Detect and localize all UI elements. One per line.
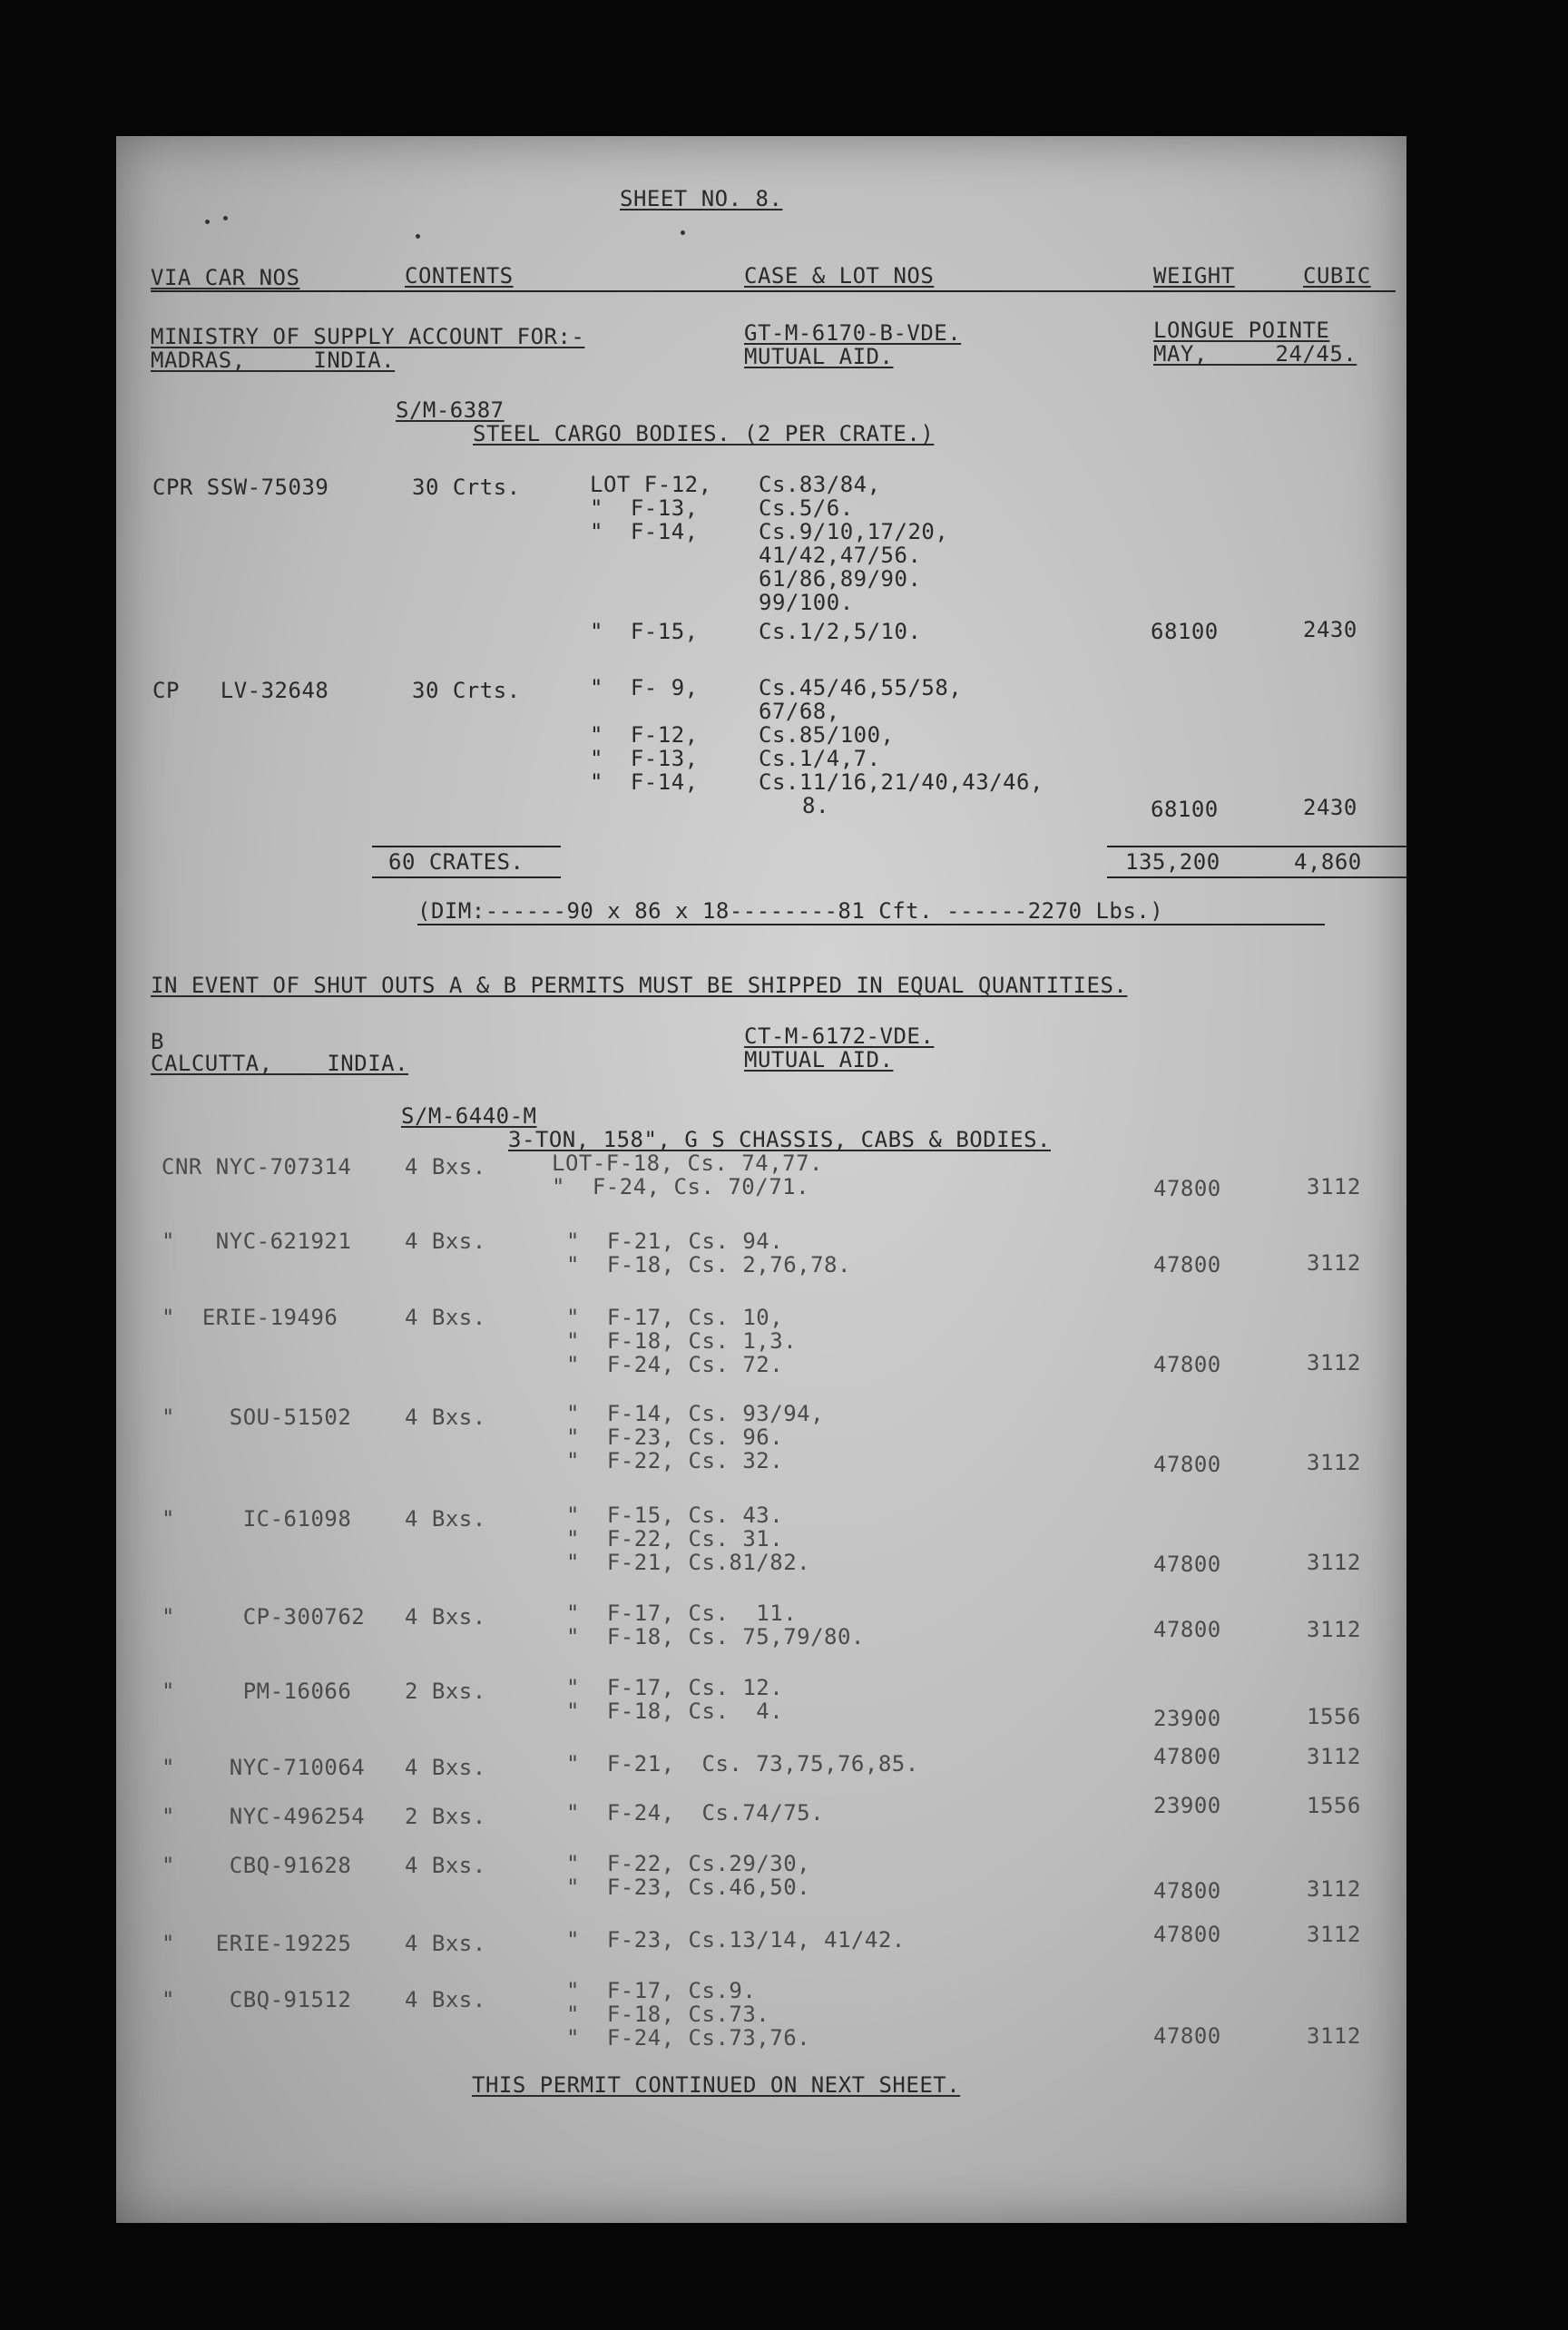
lot-case-line: " F-17, Cs.9. — [566, 1978, 757, 2003]
cubic-value: 2430 — [1303, 617, 1357, 642]
account-line-1: MINISTRY OF SUPPLY ACCOUNT FOR:- — [151, 324, 585, 349]
car-number: CPR SSW-75039 — [152, 475, 329, 500]
header-contents: CONTENTS — [405, 263, 514, 289]
sm-number-b: S/M-6440-M — [401, 1103, 537, 1129]
car-number: " ERIE-19496 — [162, 1305, 338, 1330]
total-rule-top — [372, 846, 561, 847]
cubic-value: 2430 — [1303, 795, 1357, 820]
lot-line: " F-15, — [590, 619, 699, 644]
lot-case-line: " F-18, Cs. 1,3. — [566, 1328, 798, 1354]
permit-b-line-2: MUTUAL AID. — [744, 1047, 894, 1072]
lot-case-line: " F-24, Cs. 72. — [566, 1352, 784, 1377]
weight-value: 47800 — [1153, 2023, 1221, 2049]
car-number: " IC-61098 — [162, 1506, 352, 1532]
weight-value: 47800 — [1153, 1352, 1221, 1377]
car-number: " SOU-51502 — [162, 1405, 352, 1430]
lot-line: " F- 9, — [590, 675, 699, 700]
lot-line: LOT F-12, — [590, 472, 712, 497]
weight-value: 47800 — [1153, 1617, 1221, 1642]
cubic-value: 3112 — [1307, 1922, 1361, 1947]
header-via-car-nos: VIA CAR NOS — [151, 265, 300, 290]
weight-value: 68100 — [1151, 619, 1219, 644]
header-case-lot-nos: CASE & LOT NOS — [744, 263, 935, 289]
lot-case-line: " F-21, Cs. 94. — [566, 1229, 784, 1254]
weight-value: 68100 — [1151, 797, 1219, 822]
box-count: 4 Bxs. — [405, 1931, 486, 1956]
lot-case-line: " F-17, Cs. 10, — [566, 1305, 784, 1330]
car-number: " CBQ-91512 — [162, 1987, 352, 2012]
sheet-title: SHEET NO. 8. — [620, 186, 783, 211]
total-weight: 135,200 — [1125, 849, 1220, 875]
case-line: Cs.9/10,17/20, — [759, 519, 949, 544]
section-marker: B — [151, 1029, 164, 1054]
box-count: 4 Bxs. — [405, 1853, 486, 1878]
case-line: Cs.45/46,55/58, — [759, 675, 963, 700]
header-rule — [151, 290, 1396, 292]
car-number: CP LV-32648 — [152, 678, 329, 703]
lot-case-line: " F-15, Cs. 43. — [566, 1503, 784, 1528]
cubic-value: 3112 — [1307, 1617, 1361, 1642]
box-count: 4 Bxs. — [405, 1154, 486, 1180]
cubic-value: 3112 — [1307, 1876, 1361, 1902]
lot-case-line: " F-21, Cs. 73,75,76,85. — [566, 1751, 919, 1777]
weight-value: 47800 — [1153, 1922, 1221, 1947]
permit-a-line-2: MUTUAL AID. — [744, 344, 894, 369]
lot-case-line: LOT-F-18, Cs. 74,77. — [552, 1150, 823, 1176]
car-number: " NYC-710064 — [162, 1755, 366, 1780]
total-rule-top-right — [1107, 846, 1406, 847]
total-rule-bottom-right — [1107, 876, 1406, 878]
permit-a-line-1: GT-M-6170-B-VDE. — [744, 320, 962, 346]
cubic-value: 3112 — [1307, 1450, 1361, 1475]
ink-speck — [416, 234, 420, 239]
lot-case-line: " F-17, Cs. 11. — [566, 1601, 798, 1626]
sm-number-a: S/M-6387 — [396, 397, 505, 423]
lot-line: " F-13, — [590, 495, 699, 521]
lot-case-line: " F-18, Cs. 2,76,78. — [566, 1252, 851, 1278]
weight-value: 47800 — [1153, 1878, 1221, 1904]
lot-case-line: " F-18, Cs. 75,79/80. — [566, 1624, 865, 1650]
box-count: 4 Bxs. — [405, 1755, 486, 1780]
contents-count: 30 Crts. — [412, 475, 521, 500]
cubic-value: 3112 — [1307, 1350, 1361, 1375]
cubic-value: 3112 — [1307, 1174, 1361, 1199]
lot-case-line: " F-22, Cs.29/30, — [566, 1851, 811, 1876]
case-line: 61/86,89/90. — [759, 566, 922, 592]
cubic-value: 3112 — [1307, 1550, 1361, 1575]
ink-speck — [681, 230, 685, 235]
weight-value: 47800 — [1153, 1252, 1221, 1278]
box-count: 2 Bxs. — [405, 1804, 486, 1829]
lot-case-line: " F-24, Cs. 70/71. — [552, 1174, 810, 1199]
case-line: 8. — [802, 793, 829, 818]
weight-value: 47800 — [1153, 1452, 1221, 1477]
lot-line: " F-12, — [590, 722, 699, 748]
lot-case-line: " F-23, Cs.13/14, 41/42. — [566, 1927, 906, 1953]
dimensions-line: (DIM:------90 x 86 x 18--------81 Cft. ------2270 Lbs.) — [417, 898, 1164, 924]
lot-case-line: " F-17, Cs. 12. — [566, 1675, 784, 1700]
lot-case-line: " F-22, Cs. 32. — [566, 1448, 784, 1473]
weight-value: 47800 — [1153, 1744, 1221, 1769]
lot-line: " F-14, — [590, 769, 699, 795]
box-count: 2 Bxs. — [405, 1679, 486, 1704]
weight-value: 47800 — [1153, 1552, 1221, 1577]
case-line: Cs.83/84, — [759, 472, 881, 497]
dimensions-rule — [417, 924, 1325, 925]
shutout-note: IN EVENT OF SHUT OUTS A & B PERMITS MUST BE SHIPPED IN EQUAL QUANTITIES. — [151, 973, 1128, 998]
total-rule-bottom — [372, 876, 561, 878]
total-crates: 60 CRATES. — [388, 849, 524, 875]
box-count: 4 Bxs. — [405, 1506, 486, 1532]
account-line-2: MADRAS, INDIA. — [151, 348, 396, 373]
destination-line-2: MAY, 24/45. — [1153, 341, 1357, 367]
case-line: 99/100. — [759, 590, 854, 615]
lot-case-line: " F-14, Cs. 93/94, — [566, 1401, 825, 1426]
car-number: " CP-300762 — [162, 1604, 366, 1630]
box-count: 4 Bxs. — [405, 1305, 486, 1330]
lot-case-line: " F-22, Cs. 31. — [566, 1526, 784, 1552]
case-line: 67/68, — [759, 699, 840, 724]
cubic-value: 3112 — [1307, 1250, 1361, 1276]
case-line: Cs.5/6. — [759, 495, 854, 521]
account-calcutta: CALCUTTA, INDIA. — [151, 1051, 409, 1076]
permit-b-line-1: CT-M-6172-VDE. — [744, 1023, 935, 1049]
lot-case-line: " F-23, Cs.46,50. — [566, 1875, 811, 1900]
weight-value: 23900 — [1153, 1793, 1221, 1818]
lot-line: " F-13, — [590, 746, 699, 771]
cubic-value: 1556 — [1307, 1793, 1361, 1818]
lot-case-line: " F-24, Cs.74/75. — [566, 1800, 825, 1826]
car-number: CNR NYC-707314 — [162, 1154, 352, 1180]
lot-case-line: " F-23, Cs. 96. — [566, 1424, 784, 1450]
lot-case-line: " F-18, Cs.73. — [566, 2002, 770, 2027]
car-number: " NYC-621921 — [162, 1229, 352, 1254]
case-line: Cs.11/16,21/40,43/46, — [759, 769, 1044, 795]
case-line: 41/42,47/56. — [759, 543, 922, 568]
header-weight: WEIGHT — [1153, 263, 1235, 289]
total-cubic: 4,860 — [1294, 849, 1362, 875]
box-count: 4 Bxs. — [405, 1987, 486, 2012]
lot-case-line: " F-24, Cs.73,76. — [566, 2025, 811, 2051]
ink-speck — [205, 220, 210, 224]
continued-note: THIS PERMIT CONTINUED ON NEXT SHEET. — [472, 2072, 961, 2098]
case-line: Cs.85/100, — [759, 722, 895, 748]
cubic-value: 1556 — [1307, 1704, 1361, 1729]
box-count: 4 Bxs. — [405, 1604, 486, 1630]
case-line: Cs.1/4,7. — [759, 746, 881, 771]
case-line: Cs.1/2,5/10. — [759, 619, 922, 644]
ink-speck — [223, 216, 228, 220]
item-description-b: 3-TON, 158", G S CHASSIS, CABS & BODIES. — [508, 1127, 1051, 1152]
lot-case-line: " F-21, Cs.81/82. — [566, 1550, 811, 1575]
car-number: " ERIE-19225 — [162, 1931, 352, 1956]
weight-value: 23900 — [1153, 1706, 1221, 1731]
cubic-value: 3112 — [1307, 2023, 1361, 2049]
car-number: " CBQ-91628 — [162, 1853, 352, 1878]
box-count: 4 Bxs. — [405, 1229, 486, 1254]
box-count: 4 Bxs. — [405, 1405, 486, 1430]
lot-case-line: " F-18, Cs. 4. — [566, 1699, 784, 1724]
item-description-a: STEEL CARGO BODIES. (2 PER CRATE.) — [473, 421, 935, 446]
destination-line-1: LONGUE POINTE — [1153, 318, 1330, 343]
header-cubic: CUBIC — [1303, 263, 1371, 289]
lot-line: " F-14, — [590, 519, 699, 544]
document-sheet — [116, 136, 1406, 2223]
contents-count: 30 Crts. — [412, 678, 521, 703]
weight-value: 47800 — [1153, 1176, 1221, 1201]
cubic-value: 3112 — [1307, 1744, 1361, 1769]
car-number: " PM-16066 — [162, 1679, 352, 1704]
car-number: " NYC-496254 — [162, 1804, 366, 1829]
